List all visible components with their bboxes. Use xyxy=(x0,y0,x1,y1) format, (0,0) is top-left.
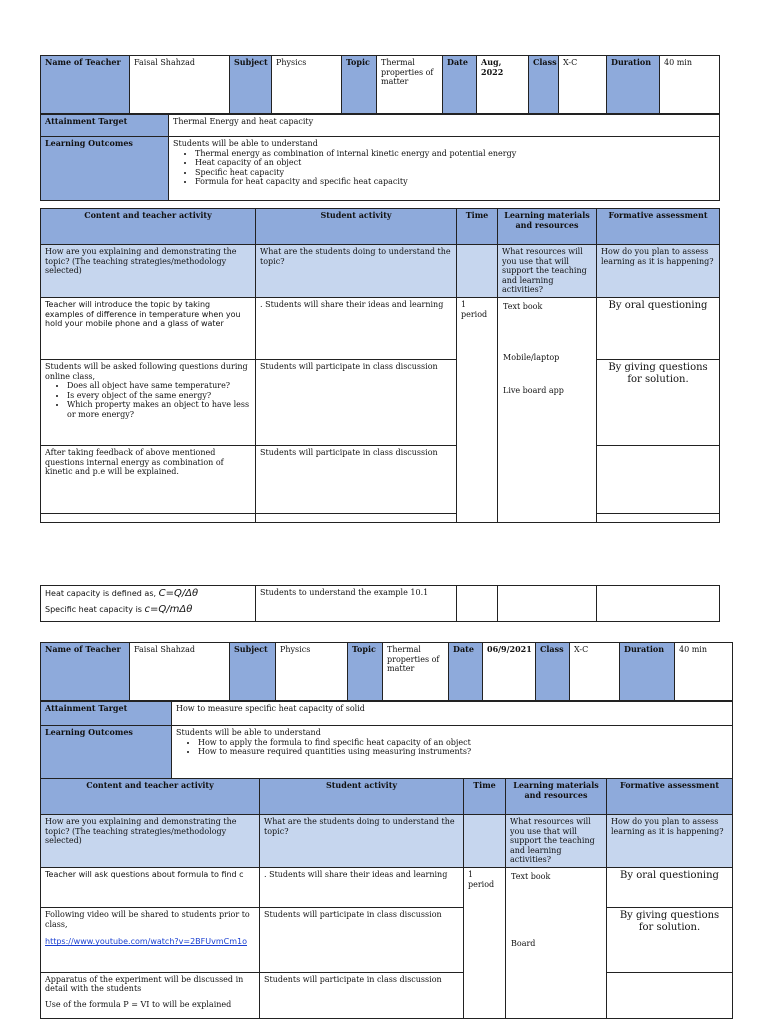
date-value: 06/9/2021 xyxy=(483,643,536,701)
prompt-assessment: How do you plan to assess learning as it is happening? xyxy=(597,245,720,298)
duration-label: Duration xyxy=(607,56,660,114)
row4-assessment xyxy=(597,513,720,522)
col-assessment-header: Formative assessment xyxy=(597,209,720,245)
material-item: Mobile/laptop xyxy=(503,352,560,362)
video-link-wrap xyxy=(45,937,255,947)
subject-value: Physics xyxy=(276,643,348,701)
material-item: Live board app xyxy=(503,385,564,395)
date-value: Aug, 2022 xyxy=(477,56,529,114)
video-link[interactable]: https://www.youtube.com/watch?v=2BFUvmCm1o xyxy=(45,937,248,947)
teacher-name: Faisal Shahzad xyxy=(130,643,230,701)
outcome-item: • Formula for heat capacity and specific heat capacity xyxy=(195,177,715,187)
col-content-header: Content and teacher activity xyxy=(41,779,260,815)
heat-capacity-formula: C=Q/Δθ xyxy=(158,588,199,599)
outcome-item: • Thermal energy as combination of internal kinetic energy and potential energy xyxy=(195,149,715,159)
row3-student: Students will participate in class discussion xyxy=(260,972,464,1018)
outcomes-label: Learning Outcomes xyxy=(41,137,169,201)
subject-value: Physics xyxy=(272,56,342,114)
row3-assessment xyxy=(597,445,720,513)
outcome-item: • Specific heat capacity xyxy=(195,168,715,178)
row4-content xyxy=(41,513,256,522)
heat-capacity-line xyxy=(45,588,251,600)
attainment-value: How to measure specific heat capacity of solid xyxy=(172,702,733,726)
questions-list xyxy=(45,381,251,419)
prompt-student: What are the students doing to understand the topic? xyxy=(260,815,464,868)
teacher-label: Name of Teacher xyxy=(41,56,130,114)
material-item: Text book xyxy=(511,871,551,881)
class-label: Class xyxy=(536,643,570,701)
topic-label: Topic xyxy=(342,56,377,114)
subject-label: Subject xyxy=(230,643,276,701)
continuation-materials xyxy=(498,586,597,622)
row3-assessment xyxy=(607,972,733,1018)
col-assessment-header: Formative assessment xyxy=(607,779,733,815)
teacher-name: Faisal Shahzad xyxy=(130,56,230,114)
heat-capacity-cell xyxy=(41,586,256,622)
col-student-header: Student activity xyxy=(256,209,457,245)
time-cell xyxy=(464,867,506,1018)
class-value: X-C xyxy=(570,643,620,701)
row2-intro: Students will be asked following questions during online class, xyxy=(45,361,248,381)
outcomes-list xyxy=(176,738,728,757)
col-content-header: Content and teacher activity xyxy=(41,209,256,245)
plan2-activity-table xyxy=(40,778,733,1019)
time-cell xyxy=(457,297,498,522)
plan1-header-table xyxy=(40,55,720,114)
assessment-questions: By giving questions for solution. xyxy=(597,359,720,445)
question-item: • Does all object have same temperature? xyxy=(67,381,251,391)
row1-content: Teacher will introduce the topic by taking examples of difference in temperature when you hold your mobile phone and a glass of water xyxy=(41,297,256,359)
assessment-oral: By oral questioning xyxy=(607,867,733,907)
row1-student: . Students will share their ideas and learning xyxy=(256,297,457,359)
outcomes-cell xyxy=(169,137,720,201)
plan1-activity-table xyxy=(40,208,720,523)
row3-student: Students will participate in class discussion xyxy=(256,445,457,513)
class-label: Class xyxy=(529,56,559,114)
question-item: • Which property makes an object to have less or more energy? xyxy=(67,400,251,419)
duration-value: 40 min xyxy=(675,643,733,701)
material-item: Text book xyxy=(503,301,543,311)
topic-value: Thermal properties of matter xyxy=(377,56,443,114)
col-student-header: Student activity xyxy=(260,779,464,815)
assessment-questions: By giving questions for solution. xyxy=(607,908,733,972)
prompt-time xyxy=(457,245,498,298)
date-label: Date xyxy=(443,56,477,114)
continuation-student: Students to understand the example 10.1 xyxy=(256,586,457,622)
row1-content: Teacher will ask questions about formula to find c xyxy=(41,867,260,907)
outcome-item: • How to measure required quantities using measuring instruments? xyxy=(198,747,728,757)
row2-content xyxy=(41,908,260,972)
row2-intro: Following video will be shared to students prior to class, xyxy=(45,910,250,929)
plan1-outcomes-table xyxy=(40,114,720,201)
specific-heat-formula: c=Q/mΔθ xyxy=(144,604,193,615)
subject-label: Subject xyxy=(230,56,272,114)
duration-value: 40 min xyxy=(660,56,720,114)
outcomes-list xyxy=(173,149,715,187)
specific-heat-line xyxy=(45,604,251,616)
material-item: Board xyxy=(511,938,536,948)
row4-student xyxy=(256,513,457,522)
outcome-item: • How to apply the formula to find specific heat capacity of an object xyxy=(198,738,728,748)
row3-content-1: Apparatus of the experiment will be discussed in detail with the students xyxy=(45,974,244,994)
prompt-content: How are you explaining and demonstrating the topic? (The teaching strategies/methodology selected) xyxy=(41,815,260,868)
continuation-assessment xyxy=(597,586,720,622)
row2-student: Students will participate in class discussion xyxy=(260,908,464,972)
topic-value: Thermal properties of matter xyxy=(383,643,449,701)
row1-student: . Students will share their ideas and learning xyxy=(260,867,464,907)
prompt-materials: What resources will you use that will support the teaching and learning activities? xyxy=(506,815,607,868)
topic-label: Topic xyxy=(348,643,383,701)
prompt-time xyxy=(464,815,506,868)
plan2-outcomes-table xyxy=(40,701,733,779)
heat-capacity-text: Heat capacity is defined as, xyxy=(45,589,157,598)
col-materials-header: Learning materials and resources xyxy=(498,209,597,245)
attainment-value: Thermal Energy and heat capacity xyxy=(169,115,720,137)
time-value: 1 period xyxy=(461,299,488,319)
outcomes-cell xyxy=(172,726,733,779)
date-label: Date xyxy=(449,643,483,701)
col-time-header: Time xyxy=(457,209,498,245)
question-item: • Is every object of the same energy? xyxy=(67,391,251,401)
row3-content xyxy=(41,972,260,1018)
teacher-label: Name of Teacher xyxy=(41,643,130,701)
outcomes-intro: Students will be able to understand xyxy=(173,139,318,148)
outcome-item: • Heat capacity of an object xyxy=(195,158,715,168)
row3-content: After taking feedback of above mentioned questions internal energy as combination of kinetic and p.e will be explained. xyxy=(41,445,256,513)
outcomes-label: Learning Outcomes xyxy=(41,726,172,779)
col-materials-header: Learning materials and resources xyxy=(506,779,607,815)
plan2-header-table xyxy=(40,642,733,701)
attainment-label: Attainment Target xyxy=(41,702,172,726)
col-time-header: Time xyxy=(464,779,506,815)
attainment-label: Attainment Target xyxy=(41,115,169,137)
duration-label: Duration xyxy=(620,643,675,701)
specific-heat-text: Specific heat capacity is xyxy=(45,605,142,614)
continuation-table xyxy=(40,585,720,622)
continuation-time xyxy=(457,586,498,622)
row2-student: Students will participate in class discussion xyxy=(256,359,457,445)
prompt-assessment: How do you plan to assess learning as it is happening? xyxy=(607,815,733,868)
row2-content xyxy=(41,359,256,445)
materials-cell xyxy=(498,297,597,522)
prompt-content: How are you explaining and demonstrating the topic? (The teaching strategies/methodology selected) xyxy=(41,245,256,298)
class-value: X-C xyxy=(559,56,607,114)
assessment-oral: By oral questioning xyxy=(597,297,720,359)
materials-cell xyxy=(506,867,607,1018)
prompt-materials: What resources will you use that will support the teaching and learning activities? xyxy=(498,245,597,298)
outcomes-intro: Students will be able to understand xyxy=(176,728,321,737)
time-value: 1 period xyxy=(468,869,495,889)
prompt-student: What are the students doing to understand the topic? xyxy=(256,245,457,298)
row3-content-2: Use of the formula P = VI to will be explained xyxy=(45,999,232,1009)
